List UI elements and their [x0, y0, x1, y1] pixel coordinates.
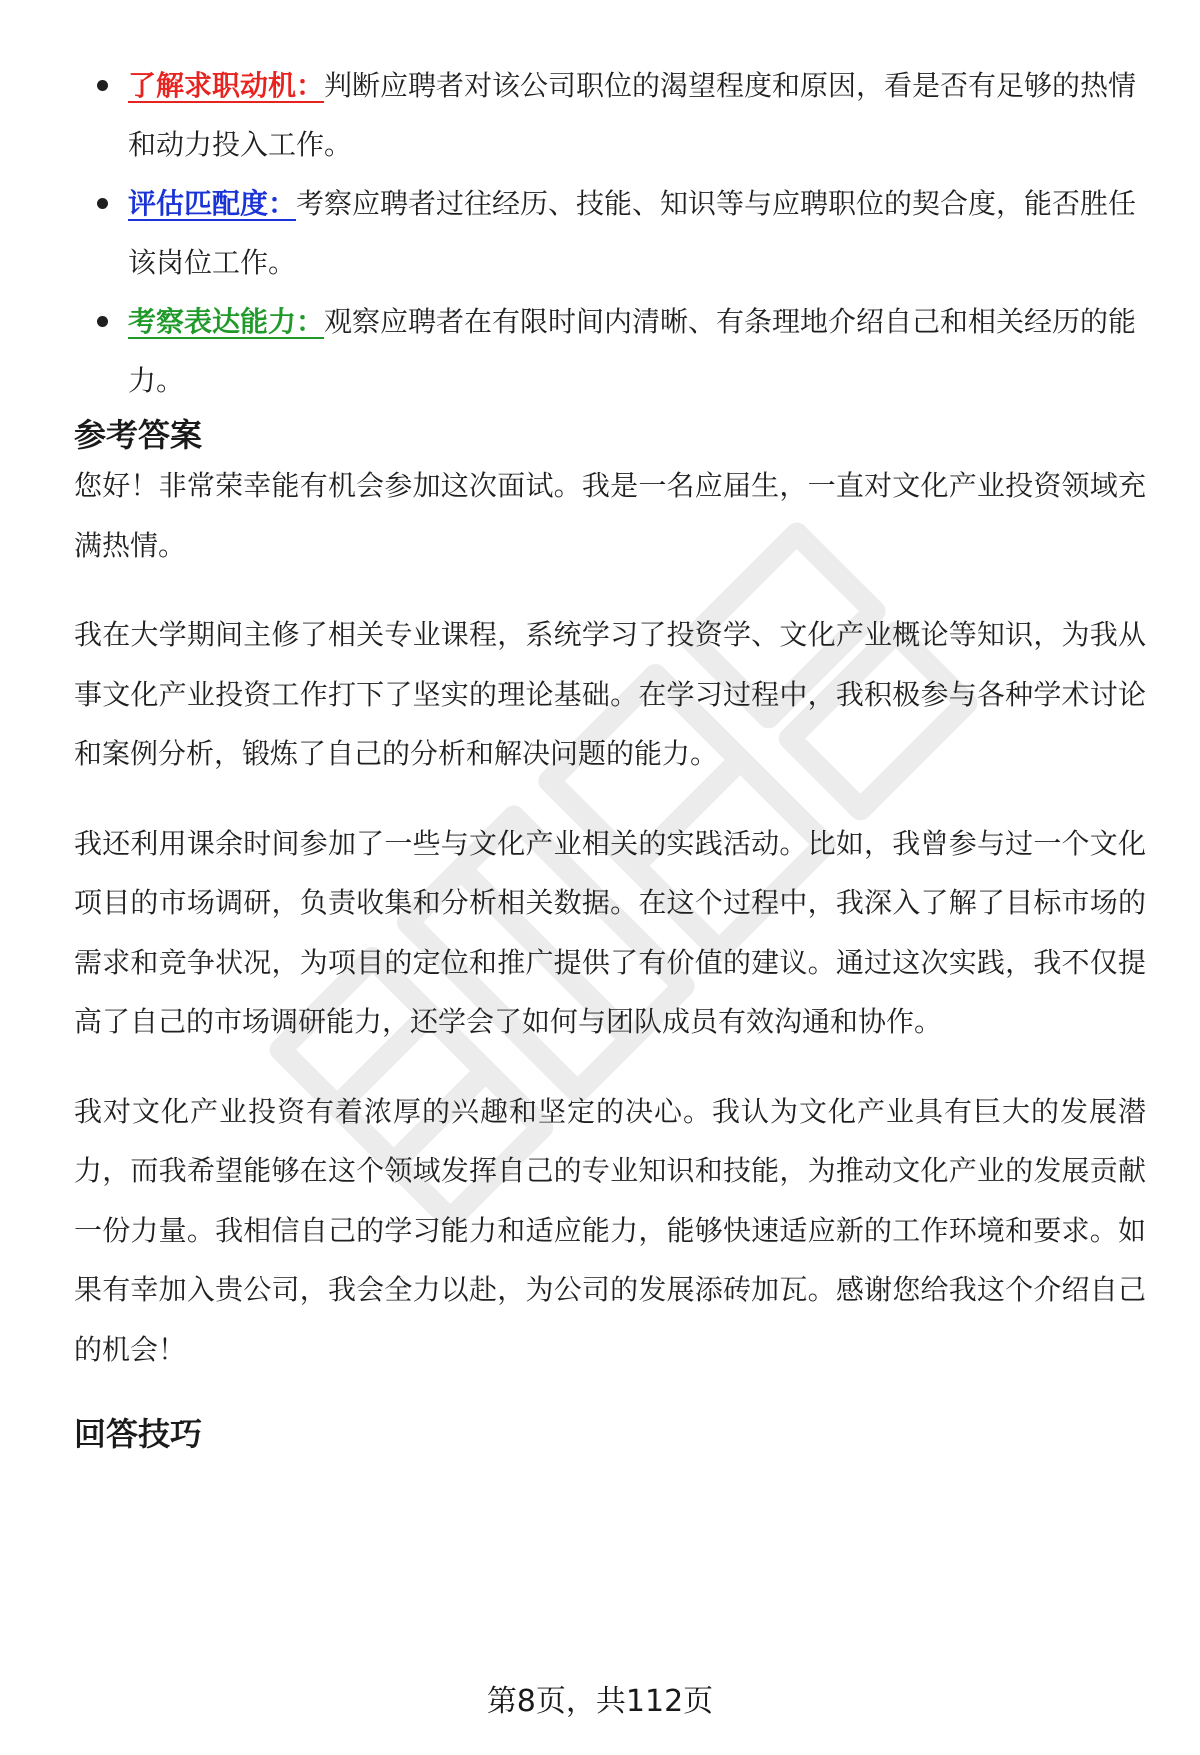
page-number-footer: 第8页，共112页 — [486, 1684, 714, 1719]
bullet-dot-icon — [97, 198, 108, 209]
bullet-text: 判断应聘者对该公司职位的渴望程度和原因，看是否有足够的热情和动力投入工作。 — [128, 69, 1137, 161]
bullet-text: 考察应聘者过往经历、技能、知识等与应聘职位的契合度，能否胜任该岗位工作。 — [128, 187, 1137, 279]
bullet-keyword: 了解求职动机： — [128, 69, 325, 102]
bullet-text: 观察应聘者在有限时间内清晰、有条理地介绍自己和相关经历的能力。 — [128, 305, 1137, 397]
content-area — [74, 56, 1146, 1455]
bullet-item — [74, 292, 1146, 410]
answer-paragraph: 我还利用课余时间参加了一些与文化产业相关的实践活动。比如，我曾参与过一个文化项目的市场调研，负责收集和分析相关数据。在这个过程中，我深入了解了目标市场的需求和竞争状况，为项目的定位和推广提供了有价值的建议。通过这次实践，我不仅提高了自己的市场调研能力，还学会了如何与团队成员有效沟通和协作。 — [74, 826, 1146, 1038]
bullet-dot-icon — [97, 80, 108, 91]
bullet-item — [74, 56, 1146, 174]
bullet-keyword: 评估匹配度： — [128, 187, 297, 220]
answer-paragraph: 您好！非常荣幸能有机会参加这次面试。我是一名应届生，一直对文化产业投资领域充满热情。 — [74, 469, 1146, 562]
answer-paragraph: 我对文化产业投资有着浓厚的兴趣和坚定的决心。我认为文化产业具有巨大的发展潜力，而我希望能够在这个领域发挥自己的专业知识和技能，为推动文化产业的发展贡献一份力量。我相信自己的学习能力和适应能力，能够快速适应新的工作环境和要求。如果有幸加入贵公司，我会全力以赴，为公司的发展添砖加瓦。感谢您给我这个介绍自己的机会！ — [74, 1094, 1146, 1366]
section-heading-answer: 参考答案 — [74, 416, 203, 454]
section-heading-tips: 回答技巧 — [74, 1415, 203, 1453]
bullet-item — [74, 174, 1146, 292]
bullet-dot-icon — [97, 316, 108, 327]
bullet-list — [74, 56, 1146, 410]
bullet-keyword: 考察表达能力： — [128, 305, 325, 338]
answer-paragraph: 我在大学期间主修了相关专业课程，系统学习了投资学、文化产业概论等知识，为我从事文化产业投资工作打下了坚实的理论基础。在学习过程中，我积极参与各种学术讨论和案例分析，锻炼了自己的分析和解决问题的能力。 — [74, 618, 1146, 770]
